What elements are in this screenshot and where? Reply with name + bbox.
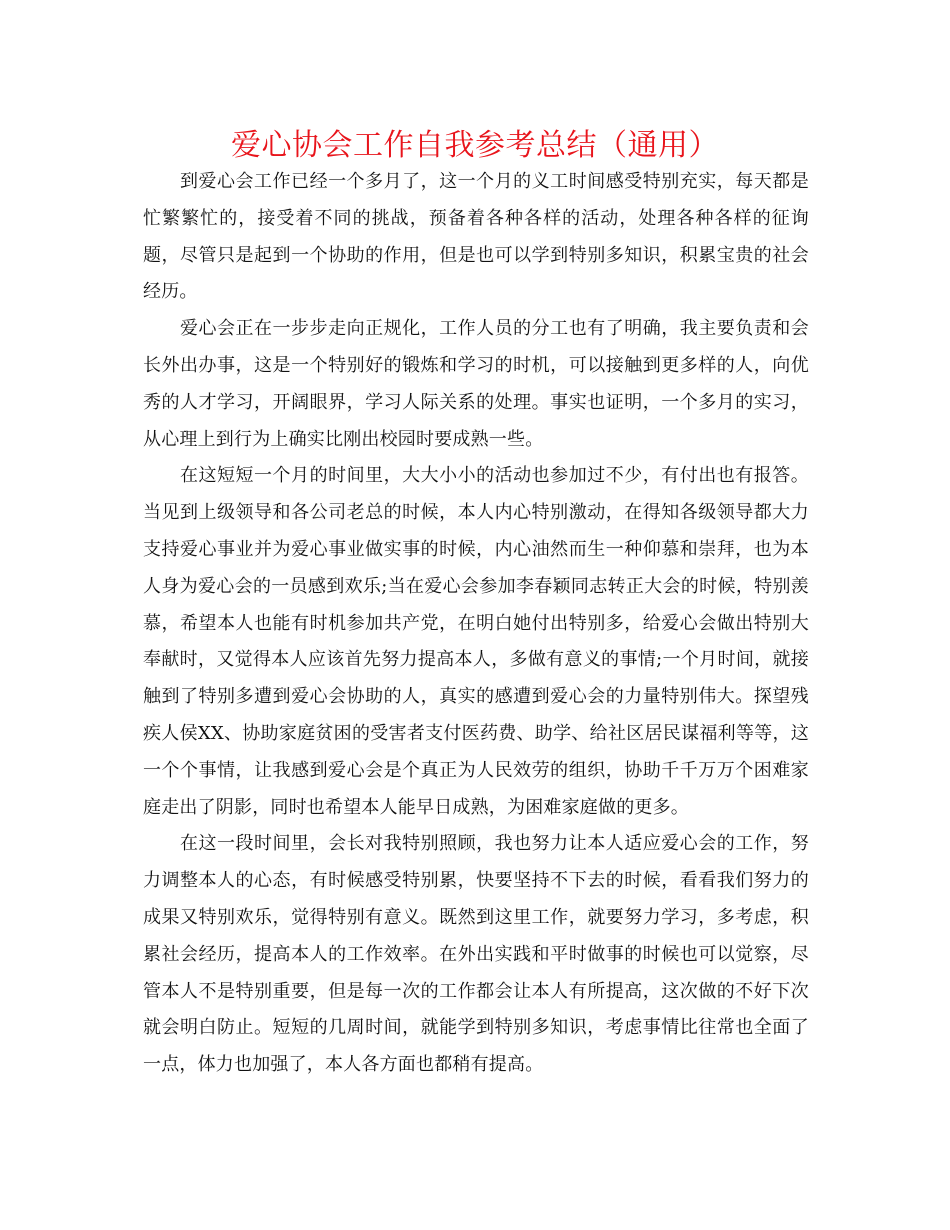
paragraph-1: 到爱心会工作已经一个多月了，这一个月的义工时间感受特别充实，每天都是忙繁繁忙的，接受着不同的挑战，预备着各种各样的活动，处理各种各样的征询题，尽管只是起到一个协助的作用，但是也可以学到特别多知识，积累宝贵的社会经历。	[143, 171, 809, 303]
paragraph-2: 爱心会正在一步步走向正规化，工作人员的分工也有了明确，我主要负责和会长外出办事，这是一个特别好的锻炼和学习的时机，可以接触到更多样的人，向优秀的人才学习，开阔眼界，学习人际关系的处理。事实也证明，一个多月的实习，从心理上到行为上确实比刚出校园时要成熟一些。	[143, 318, 809, 450]
document-title: 爱心协会工作自我参考总结（通用）	[231, 128, 719, 163]
paragraph-3: 在这短短一个月的时间里，大大小小的活动也参加过不少，有付出也有报答。当见到上级领导和各公司老总的时候，本人内心特别激动，在得知各级领导都大力支持爱心事业并为爱心事业做实事的时候，内心油然而生一种仰慕和崇拜，也为本人身为爱心会的一员感到欢乐;当在爱心会参加李春颖同志转正大会的时候，特别羡慕，希望本人也能有时机参加共产党，在明白她付出特别多，给爱心会做出特别大奉献时，又觉得本人应该首先努力提高本人，多做有意义的事情;一个月时间，就接触到了特别多遭到爱心会协助的人，真实的感遭到爱心会的力量特别伟大。探望残疾人侯XX、协助家庭贫困的受害者支付医药费、助学、给社区居民谋福利等等，这一个个事情，让我感到爱心会是个真正为人民效劳的组织，协助千千万万个困难家庭走出了阴影，同时也希望本人能早日成熟，为困难家庭做的更多。	[143, 465, 809, 818]
paragraph-4: 在这一段时间里，会长对我特别照顾，我也努力让本人适应爱心会的工作，努力调整本人的心态，有时候感受特别累，快要坚持不下去的时候，看看我们努力的成果又特别欢乐，觉得特别有意义。既然到这里工作，就要努力学习，多考虑，积累社会经历，提高本人的工作效率。在外出实践和平时做事的时候也可以觉察，尽管本人不是特别重要，但是每一次的工作都会让本人有所提高，这次做的不好下次就会明白防止。短短的几周时间，就能学到特别多知识，考虑事情比往常也全面了一点，体力也加强了，本人各方面也都稍有提高。	[143, 833, 809, 1076]
document-body	[143, 164, 809, 1084]
